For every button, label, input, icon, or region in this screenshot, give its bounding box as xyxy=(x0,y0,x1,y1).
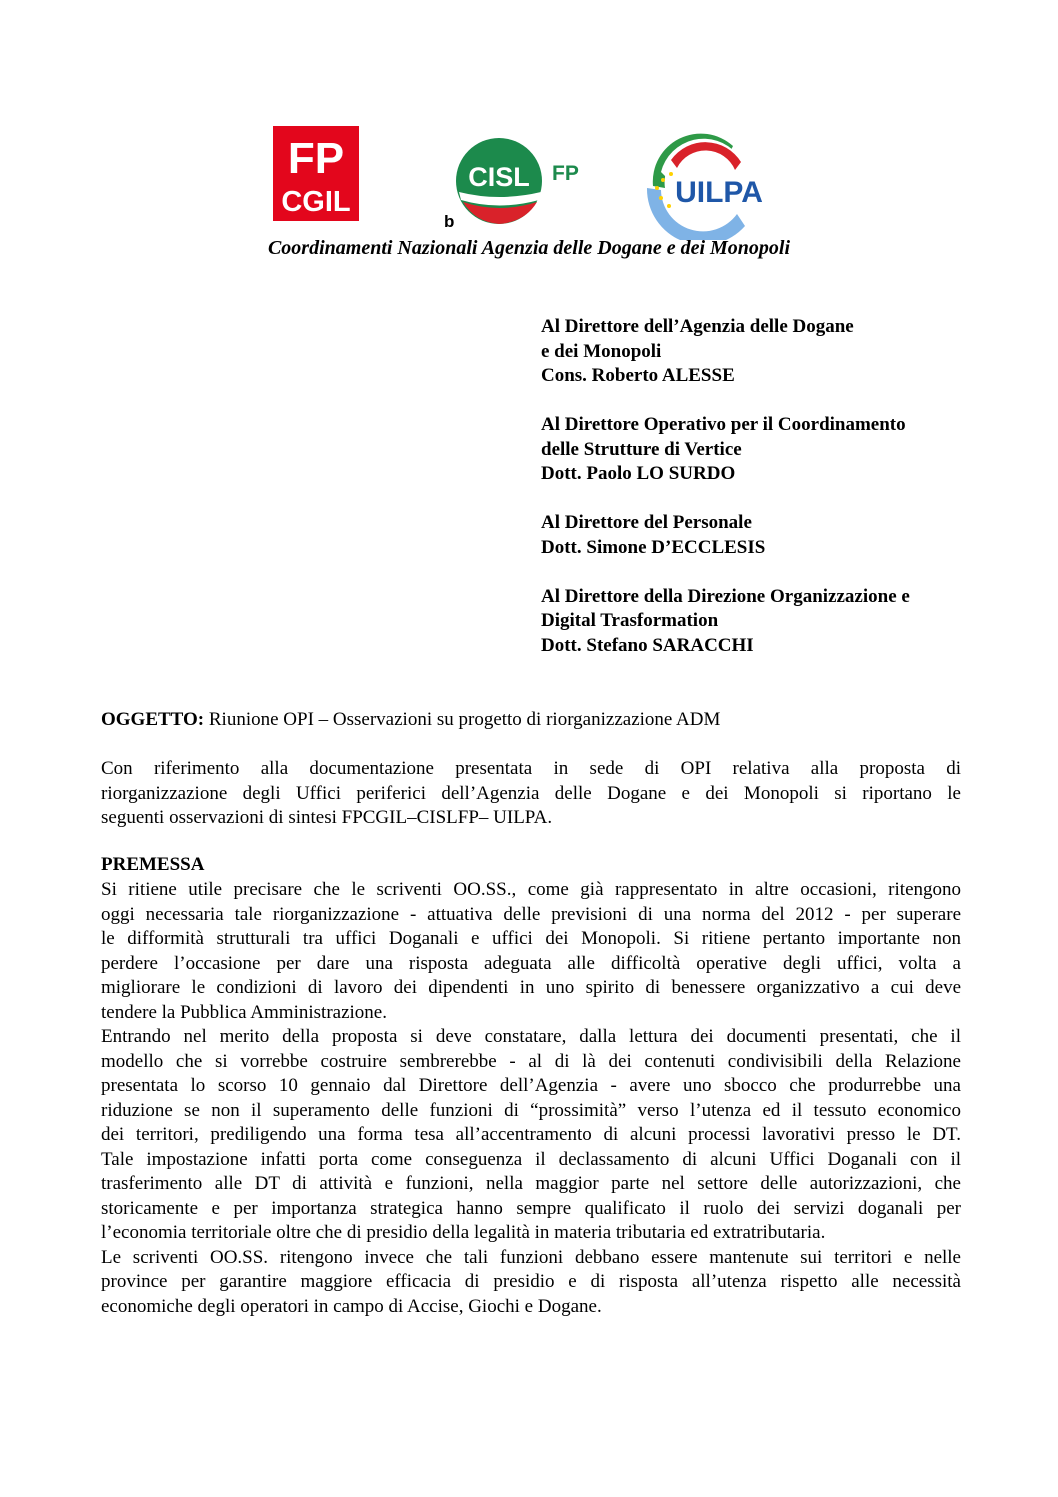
addressee-line: Cons. Roberto ALESSE xyxy=(541,365,735,386)
body-line: storicamente e per importanza strategica hanno sempre qualificato il ruolo dei servizi doganali per xyxy=(101,1197,961,1219)
subject-line xyxy=(101,708,961,732)
addressee-line: Dott. Stefano SARACCHI xyxy=(541,634,754,656)
body-line: riduzione se non il superamento delle funzioni di “prossimità” verso l’utenza ed il tessuto economico xyxy=(101,1099,961,1121)
cisl-fp-logo xyxy=(455,136,590,226)
body-line: Entrando nel merito della proposta si deve constatare, dalla lettura dei documenti presentati, che il xyxy=(101,1026,961,1047)
addressees-block xyxy=(541,315,1011,683)
addressee-line: delle Strutture di Vertice xyxy=(541,438,742,460)
addressee-organization-director xyxy=(541,585,1011,659)
addressee-director-agency xyxy=(541,315,1011,389)
addressee-line: e dei Monopoli xyxy=(541,340,662,362)
addressee-line: Digital Trasformation xyxy=(541,610,719,631)
addressee-line: Al Direttore Operativo per il Coordinamento xyxy=(541,414,906,435)
stray-character: b xyxy=(444,212,455,231)
addressee-personnel-director xyxy=(541,511,1011,560)
body-line: oggi necessaria tale riorganizzazione - attuativa delle previsioni di una norma del 2012 - per superare xyxy=(101,903,961,925)
cisl-fp-logo-suffix: FP xyxy=(552,162,579,185)
addressee-line: Al Direttore della Direzione Organizzazione e xyxy=(541,585,910,607)
uilpa-logo-word: UILPA xyxy=(675,176,763,209)
body-line: Le scriventi OO.SS. ritengono invece che tali funzioni debbano essere mantenute sui territori e nelle xyxy=(101,1246,961,1268)
body-line: tendere la Pubblica Amministrazione. xyxy=(101,1001,387,1023)
body-line: province per garantire maggiore efficacia di presidio e di risposta all’utenza rispetto alle necessità xyxy=(101,1271,961,1292)
intro-line: riorganizzazione degli Uffici periferici dell’Agenzia delle Dogane e dei Monopoli si riportano le xyxy=(101,782,961,804)
body-line: modello che si vorrebbe costruire sembrerebbe - al di là dei contenuti condivisibili della Relazione xyxy=(101,1050,961,1072)
body-line: Si ritiene utile precisare che le scriventi OO.SS., come già rappresentato in altre occasioni, ritengono xyxy=(101,879,961,900)
addressee-line: Al Direttore del Personale xyxy=(541,512,752,533)
subject-label: OGGETTO: xyxy=(101,709,205,730)
body-line: presentata lo scorso 10 gennaio dal Direttore dell’Agenzia - avere uno sbocco che produrrebbe una xyxy=(101,1075,961,1096)
premessa-heading: PREMESSA xyxy=(101,854,205,875)
intro-line: Con riferimento alla documentazione presentata in sede di OPI relativa alla proposta di xyxy=(101,758,961,779)
fp-cgil-logo-line1: FP xyxy=(287,134,345,183)
coordination-title: Coordinamenti Nazionali Agenzia delle Dogane e dei Monopoli xyxy=(267,237,791,259)
addressee-line: Dott. Paolo LO SURDO xyxy=(541,463,736,484)
addressee-line: Al Direttore dell’Agenzia delle Dogane xyxy=(541,316,854,337)
body-line: economiche degli operatori in campo di Accise, Giochi e Dogane. xyxy=(101,1295,602,1317)
premessa-body xyxy=(101,878,961,1319)
cisl-fp-logo-word: CISL xyxy=(468,162,530,192)
body-line: migliorare le condizioni di lavoro dei dipendenti in uno spirito di benessere organizzativo a cui deve xyxy=(101,977,961,998)
body-line: Tale impostazione infatti porta come conseguenza il declassamento di alcuni Uffici Doganali con il xyxy=(101,1148,961,1170)
body-line: l’economia territoriale oltre che di presidio della legalità in materia tributaria ed extratributaria. xyxy=(101,1222,826,1243)
fp-cgil-logo xyxy=(273,126,359,221)
body-line: le difformità strutturali tra uffici Doganali e uffici dei Monopoli. Si ritiene pertanto importante non xyxy=(101,928,961,949)
intro-line: seguenti osservazioni di sintesi FPCGIL–CISLFP– UILPA. xyxy=(101,807,553,828)
uilpa-logo xyxy=(641,128,777,240)
addressee-operative-director xyxy=(541,413,1011,487)
addressee-line: Dott. Simone D’ECCLESIS xyxy=(541,536,766,558)
fp-cgil-logo-line2: CGIL xyxy=(281,186,351,218)
subject-text: Riunione OPI – Osservazioni su progetto di riorganizzazione ADM xyxy=(204,709,721,730)
body-line: dei territori, prediligendo una forma tesa all’accentramento di alcuni processi lavorativi presso le DT. xyxy=(101,1124,961,1145)
body-line: perdere l’occasione per dare una risposta adeguata alle difficoltà operative degli uffici, volta a xyxy=(101,952,961,974)
body-line: trasferimento alle DT di attività e funzioni, nella maggior parte nel settore delle autorizzazioni, che xyxy=(101,1173,961,1194)
intro-paragraph xyxy=(101,757,961,831)
